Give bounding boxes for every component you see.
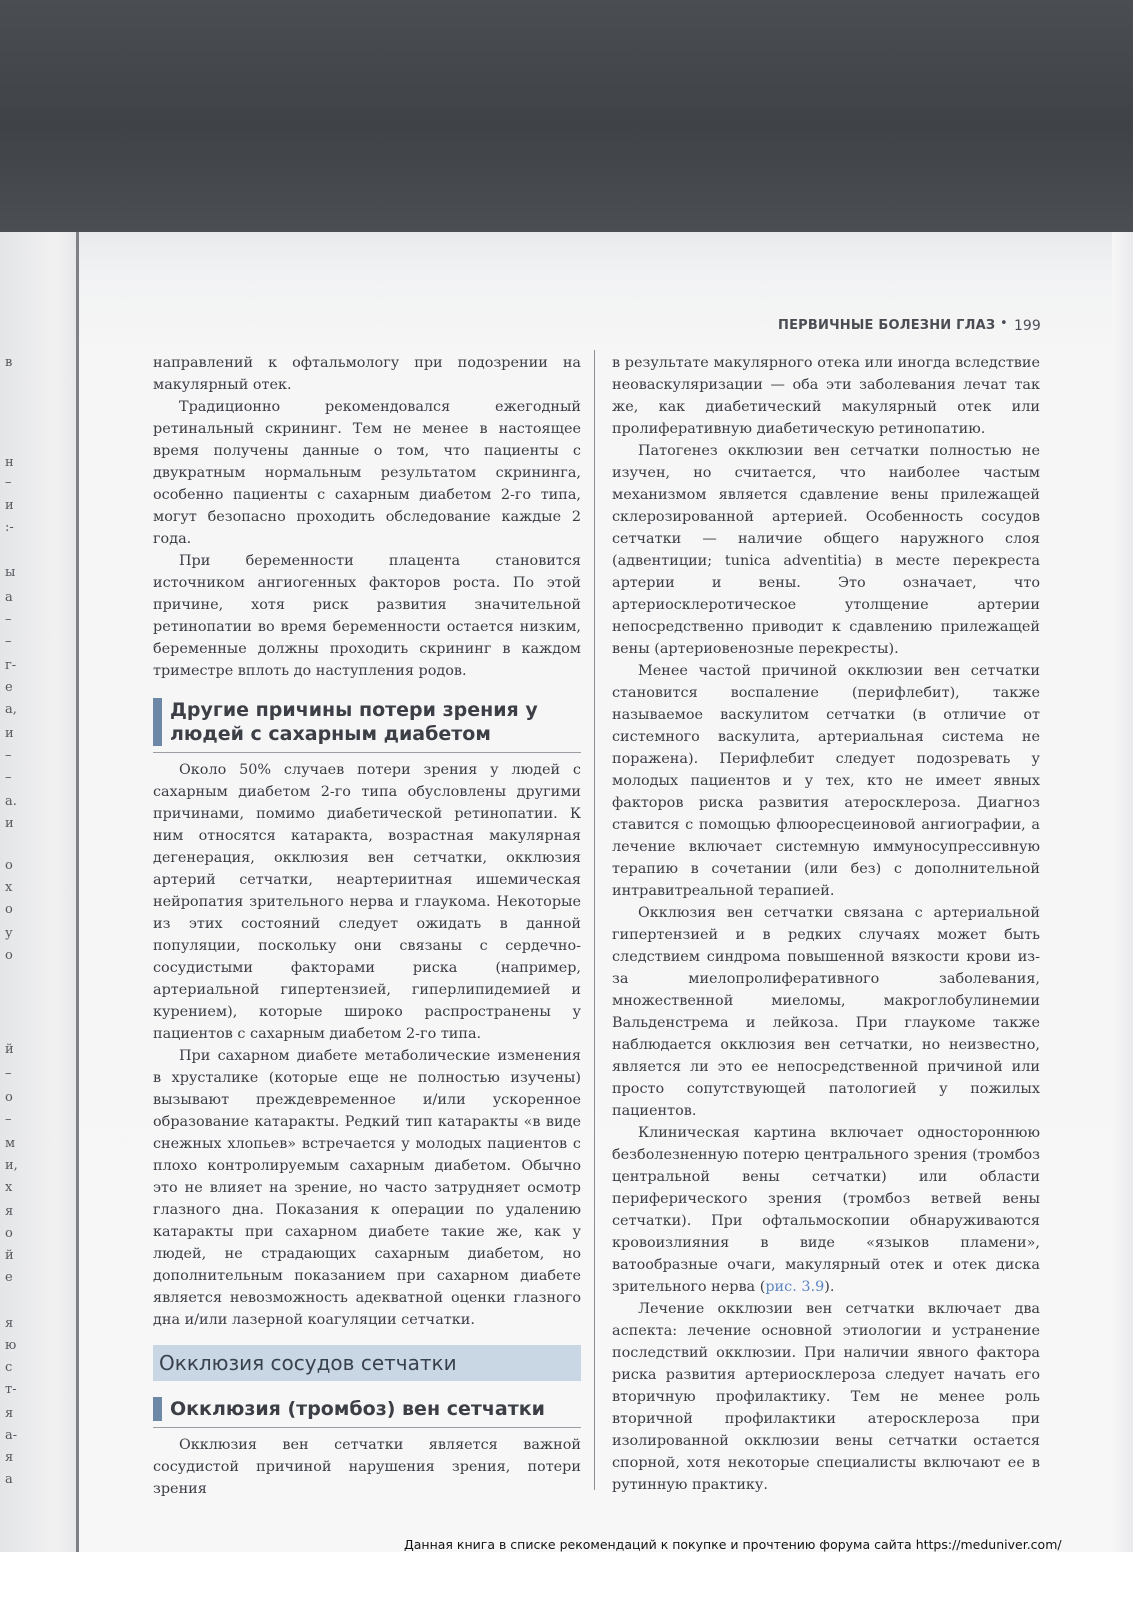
footer-note: Данная книга в списке рекомендаций к покупке и прочтению форума сайта https://meduniver.com/ — [404, 1537, 1062, 1552]
previous-page-fragment: ю — [5, 1338, 17, 1353]
paragraph: Окклюзия вен сетчатки является важной сосудистой причиной нарушения зрения, потери зрения — [153, 1437, 581, 1497]
previous-page-fragment: у — [5, 926, 13, 941]
page-gutter — [76, 232, 79, 1552]
header-separator: • — [1000, 316, 1008, 331]
previous-page-fragment: х — [5, 1180, 13, 1195]
previous-page-fragment: о — [5, 858, 13, 873]
previous-page-fragment: – — [5, 1066, 12, 1081]
previous-page-fragment: – — [5, 748, 12, 763]
previous-page-fragment: – — [5, 634, 12, 649]
paragraph: Лечение окклюзии вен сетчатки включает два аспекта: лечение основной этиологии и устранение последствий окклюзии. При наличии явного фактора риска развития артериосклероза следует начать его вторичную профилактику. Тем не менее роль вторичной профилактики атеросклероза при изолированной окклюзии вены сетчатки остается спорной, хотя некоторые специалисты включают ее в рутинную практику. — [612, 1301, 1040, 1493]
paragraph — [612, 1122, 1040, 1298]
previous-page-fragment: а- — [5, 1428, 18, 1443]
paragraph: направлений к офтальмологу при подозрении на макулярный отек. — [153, 355, 581, 393]
figure-reference-link[interactable]: рис. 3.9 — [765, 1279, 825, 1295]
paragraph: Менее частой причиной окклюзии вен сетчатки становится воспаление (перифлебит), также называемое васкулитом сетчатки (в отличие от системного васкулита, артериальная система не поражена). Перифлебит следует подозревать у молодых пациентов и у тех, кто не имеет явных факторов риска развития атеросклероза. Диагноз ставится с помощью флюоресцеиновой ангиографии, а лечение включает системную иммуносупрессивную терапию в сочетании (или без) с дополнительной интравитреальной терапией. — [612, 663, 1040, 899]
previous-page-fragment: н — [5, 455, 14, 470]
paragraph: в результате макулярного отека или иногда вследствие неоваскуляризации — оба эти заболевания лечат так же, как диабетический макулярный отек или пролиферативную диабетическую ретинопатию. — [612, 355, 1040, 437]
previous-page-fragment: и — [5, 816, 14, 831]
previous-page-fragment: о — [5, 902, 13, 917]
previous-page-fragment: и, — [5, 1158, 18, 1173]
previous-page-fragment: – — [5, 612, 12, 627]
previous-page-fragment: й — [5, 1248, 14, 1263]
left-column — [153, 352, 581, 1500]
scan-dark-top — [0, 0, 1133, 232]
subsection-heading — [153, 1397, 581, 1421]
previous-page-fragment: – — [5, 475, 12, 490]
column-divider — [594, 350, 595, 1490]
previous-page-fragment: х — [5, 880, 13, 895]
paragraph-text: Клиническая картина включает одностороннюю безболезненную потерю центрального зрения (тромбоз центральной вены сетчатки) или области периферического зрения (тромбоз ветвей вены сетчатки). При офтальмоскопии обнаруживаются кровоизлияния в виде «языков пламени», ватообразные очаги, макулярный отек и отек диска зрительного нерва ( — [612, 1125, 1040, 1295]
previous-page-fragment: и — [5, 498, 14, 513]
section-heading: Окклюзия сосудов сетчатки — [153, 1345, 581, 1381]
previous-page-fragment: я — [5, 1450, 14, 1465]
previous-page-fragment: о — [5, 948, 13, 963]
previous-page-fragment: о — [5, 1090, 13, 1105]
subsection-heading-text: Другие причины потери зрения у людей с сахарным диабетом — [170, 699, 538, 745]
paragraph: Традиционно рекомендовался ежегодный ретинальный скрининг. Тем не менее в настоящее время получены данные о том, что пациенты с двукратным нормальным результатом скрининга, особенно пациенты с сахарным диабетом 2-го типа, могут безопасно проходить обследование каждые 2 года. — [153, 399, 581, 547]
previous-page-fragment: я — [5, 1406, 14, 1421]
paragraph: Окклюзия вен сетчатки связана с артериальной гипертензией и в редких случаях может быть следствием синдрома повышенной вязкости крови из-за миелопролиферативного заболевания, множественной миеломы, макроглобулинемии Вальденстрема и лейкоза. При глаукоме также наблюдается окклюзия вен сетчатки, но неизвестно, является ли это ее непосредственной причиной или просто сопутствующей патологией у пожилых пациентов. — [612, 905, 1040, 1119]
paragraph: При беременности плацента становится источником ангиогенных факторов роста. По этой причине, хотя риск развития значительной ретинопатии во время беременности остается низким, беременные должны проходить скрининг в каждом триместре вплоть до наступления родов. — [153, 553, 581, 679]
paragraph: Патогенез окклюзии вен сетчатки полностью не изучен, но считается, что наиболее частым механизмом является сдавление вены прилежащей склерозированной артерией. Особенность сосудов сетчатки — наличие общего наружного слоя (адвентиции; tunica adventitia) в месте перекреста артерии и вены. Это означает, что артериосклеротическое утолщение артерии непосредственно приводит к сдавлению прилежащей вены (артериовенозные перекресты). — [612, 443, 1040, 657]
paragraph-text: ). — [824, 1279, 835, 1295]
previous-page-fragment: г- — [5, 658, 17, 673]
previous-page-fragment: я — [5, 1204, 14, 1219]
page-right-edge — [1112, 232, 1133, 1552]
paragraph: Около 50% случаев потери зрения у людей с сахарным диабетом 2-го типа обусловлены другими причинами, помимо диабетической ретинопатии. К ним относятся катаракта, возрастная макулярная дегенерация, окклюзия вен сетчатки, окклюзия артерий сетчатки, неартериитная ишемическая нейропатия зрительного нерва и глаукома. Некоторые из этих состояний следует ожидать в данной популяции, поскольку они связаны с сердечно-сосудистыми факторами риска (например, артериальной гипертензией, гиперлипидемией и курением), которые широко распространены у пациентов с сахарным диабетом 2-го типа. — [153, 762, 581, 1042]
previous-page-fragment: а, — [5, 702, 17, 717]
previous-page-fragment: а. — [5, 794, 17, 809]
previous-page-fragment: м — [5, 1136, 16, 1151]
previous-page-fragment: е — [5, 1270, 13, 1285]
previous-page-fragment: :- — [5, 520, 14, 535]
previous-page-fragment: й — [5, 1042, 14, 1057]
previous-page-fragment: а — [5, 1472, 13, 1487]
previous-page-fragment: с — [5, 1360, 13, 1375]
right-column — [612, 352, 1040, 1496]
previous-page-fragment: т- — [5, 1382, 17, 1397]
previous-page-fragment: я — [5, 1316, 14, 1331]
previous-page-fragment: – — [5, 770, 12, 785]
paragraph: При сахарном диабете метаболические изменения в хрусталике (которые еще не полностью изучены) вызывают преждевременное и/или ускоренное образование катаракты. Редкий тип катаракты «в виде снежных хлопьев» встречается у молодых пациентов с плохо контролируемым сахарным диабетом. Обычно это не влияет на зрение, но часто затрудняет осмотр глазного дна. Показания к операции по удалению катаракты при сахарном диабете такие же, как у людей, не страдающих сахарным диабетом, но дополнительным показанием при сахарном диабете является невозможность адекватной оценки глазного дна и/или лазерной коагуляции сетчатки. — [153, 1048, 581, 1328]
previous-page-fragment: о — [5, 1226, 13, 1241]
page-number: 199 — [1014, 318, 1041, 334]
running-title: ПЕРВИЧНЫЕ БОЛЕЗНИ ГЛАЗ — [778, 318, 996, 333]
previous-page-fragment: е — [5, 680, 13, 695]
previous-page-fragment: – — [5, 1112, 12, 1127]
previous-page-fragment: и — [5, 726, 14, 741]
previous-page-fragment: в — [5, 355, 13, 370]
previous-page-fragment: а — [5, 590, 13, 605]
subsection-heading — [153, 698, 581, 746]
subsection-heading-text: Окклюзия (тромбоз) вен сетчатки — [170, 1398, 545, 1420]
previous-page-fragment: ы — [5, 565, 16, 580]
